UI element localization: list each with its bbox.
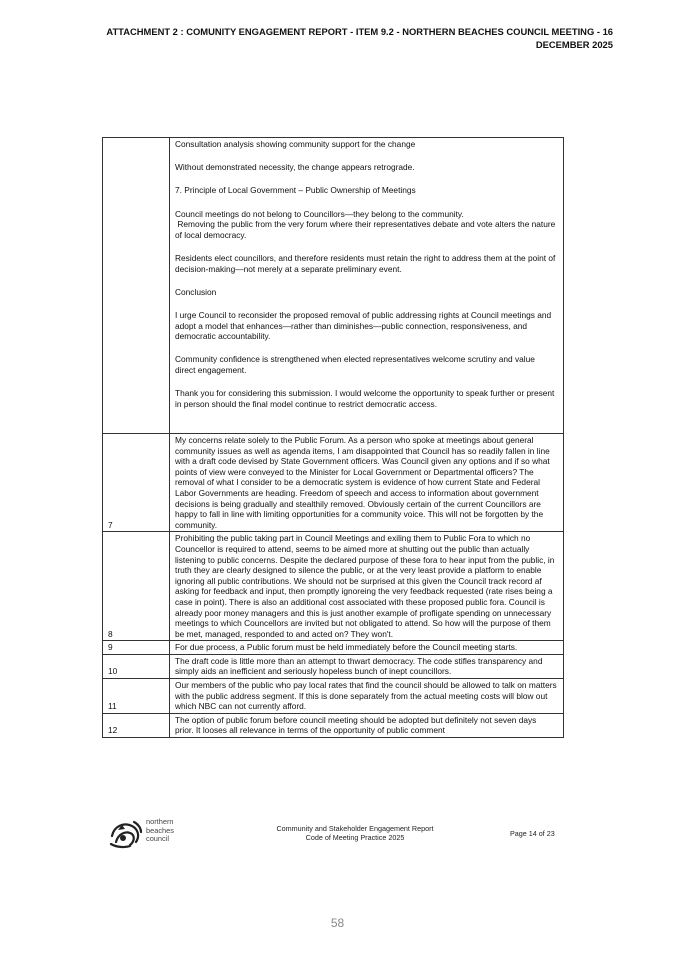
paragraph: 7. Principle of Local Government – Public Ownership of Meetings [175,185,416,196]
table-row [103,713,564,737]
paragraph: Thank you for considering this submission. I would welcome the opportunity to speak further or present in person should the final model continue to restrict democratic access. [175,388,555,409]
paragraph: Community confidence is strengthened when elected representatives welcome scrutiny and value direct engagement. [175,354,535,375]
submission-text: The option of public forum before council meeting should be adopted but definitely not seven days prior. It looses all relevance in terms of the opportunity of public comment [170,713,564,737]
table-row [103,641,564,655]
row-number: 9 [103,641,170,655]
logo-word: council [146,834,170,844]
submission-text: My concerns relate solely to the Public Forum. As a person who spoke at meetings about general community issues as well as agenda items, I am disappointed that Council has so readily fallen in line with a draft code devised by State Government officers. Was Council given any options and if so what points of view were conveyed to the Minister for Local Government or Departmental officers? The removal of what I consider to be a democratic system is evidence of how current State and Federal Labor Governments are heading. Freedom of speech and access to information about government decisions is being gradually and stealthily removed. Obviously certain of the current Councillors are happy to fall in line with limiting opportunities for a community voice. This will not be forgotten by the community. [170,434,564,532]
row-number: 10 [103,654,170,678]
row-number: 11 [103,679,170,714]
submission-text: Our members of the public who pay local rates that find the council should be allowed to talk on matters with the public address segment. If this is done separately from the actual meeting costs will blow out which NBC can not currently afford. [170,679,564,714]
table-row [103,532,564,641]
submission-text: The draft code is little more than an attempt to thwart democracy. The code stifles transparency and simply aids an inefficient and seriously hopeless bunch of inept councillors. [170,654,564,678]
header-line-1: ATTACHMENT 2 : COMUNITY ENGAGEMENT REPORT - ITEM 9.2 - NORTHERN BEACHES COUNCIL MEETING - 16 [106,26,613,37]
paragraph: Without demonstrated necessity, the change appears retrograde. [175,162,415,173]
logo-word: northern [146,817,174,826]
logo-word: beaches [146,825,174,835]
paragraph: I urge Council to reconsider the proposed removal of public addressing rights at Council meetings and adopt a model that enhances—rather than diminishes—public connection, responsiveness, and democratic accountability. [175,309,552,342]
submission-text: For due process, a Public forum must be held immediately before the Council meeting starts. [170,641,564,655]
page-number: 58 [330,916,345,930]
logo-wordmark [146,818,174,844]
attachment-header [40,26,613,51]
submissions-table [102,137,564,738]
submission-text [170,138,564,434]
report-subtitle: Code of Meeting Practice 2025 [305,832,405,842]
paragraph: Consultation analysis showing community support for the change [175,139,416,149]
table-row [103,138,564,434]
row-number: 8 [103,532,170,641]
paragraph: Residents elect councillors, and therefore residents must retain the right to address them at the point of decision-making—not merely at a separate preliminary event. [175,252,556,274]
row-number: 12 [103,713,170,737]
page-label: Page 14 of 23 [510,829,555,838]
footer-report-info [230,825,480,843]
table-row [103,679,564,714]
submission-text: Prohibiting the public taking part in Council Meetings and exiling them to Public Fora to which no Councellor is required to attend, seems to be aimed more at shutting out the public than actually listening to public concerns. Despite the declared purpose of these fora to hear input from the public, in truth they are clearly designed to silence the public, or at the very least provide a platform to enable ignoring all public contributions. We should not be surprised at this given the Council track record af asking for feedback and input, then promptly ignoreing the very feedback requested (rate rises being a case in point). There is also an additional cost associated with these proposed public fora. Council is already poor money managers and this is just another example of profligate spending on unnecessary meetings to which Councellors are invited but not obligated to attend. So how will the purpose of them be met, managed, responded to and acted on? They won't. [170,532,564,641]
table-row [103,434,564,532]
row-number [103,138,170,434]
paragraph: Council meetings do not belong to Councillors—they belong to the community. Removing the public from the very forum where their representatives debate and vote alters the nature of local democracy. [175,208,556,240]
report-title: Community and Stakeholder Engagement Report [276,824,434,833]
table-row [103,654,564,678]
header-line-2: DECEMBER 2025 [535,38,613,50]
row-number: 7 [103,434,170,532]
paragraph: Conclusion [175,286,217,297]
